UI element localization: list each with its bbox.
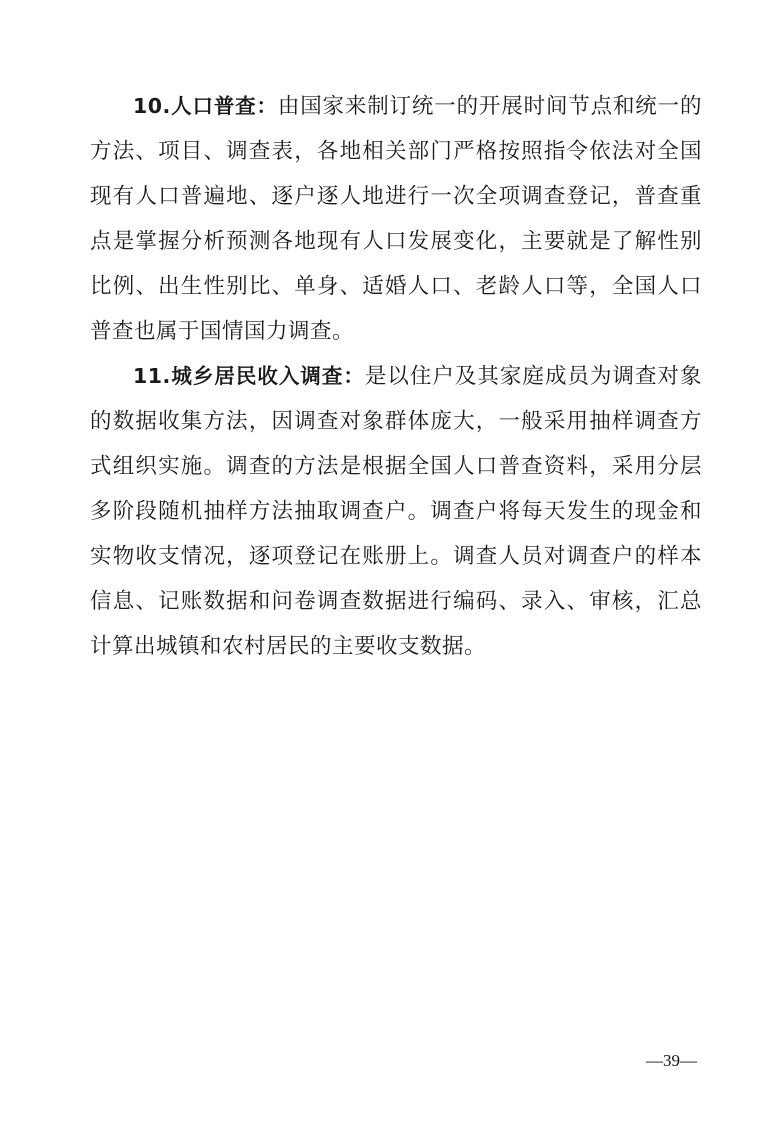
document-body xyxy=(90,84,702,669)
term-census: 10.人口普查： xyxy=(133,94,278,118)
paragraph-census-text: 由国家来制订统一的开展时间节点和统一的方法、项目、调查表，各地相关部门严格按照指令依法对全国现有人口普遍地、逐户逐人地进行一次全项调查登记，普查重点是掌握分析预测各地现有人口发展变化，主要就是了解性别比例、出生性别比、单身、适婚人口、老龄人口等，全国人口普查也属于国情国力调查。 xyxy=(90,94,702,344)
term-income-survey: 11.城乡居民收入调查： xyxy=(133,364,365,388)
paragraph-census xyxy=(90,84,702,354)
page-number: —39— xyxy=(646,1051,697,1070)
paragraph-income-survey xyxy=(90,354,702,669)
paragraph-income-survey-text: 是以住户及其家庭成员为调查对象的数据收集方法，因调查对象群体庞大，一般采用抽样调查方式组织实施。调查的方法是根据全国人口普查资料，采用分层多阶段随机抽样方法抽取调查户。调查户将每天发生的现金和实物收支情况，逐项登记在账册上。调查人员对调查户的样本信息、记账数据和问卷调查数据进行编码、录入、审核，汇总计算出城镇和农村居民的主要收支数据。 xyxy=(90,364,702,659)
